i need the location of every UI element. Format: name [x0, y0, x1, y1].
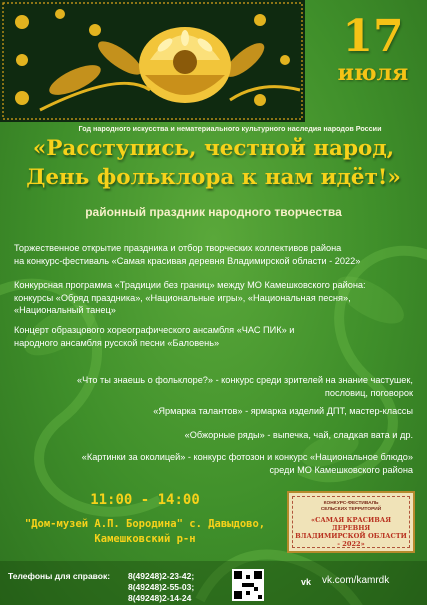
- program-item-opening: [14, 242, 394, 267]
- extra-text: пословиц, поговорок: [324, 387, 413, 398]
- phone-list: [128, 571, 194, 604]
- extra-text: «Обжорные ряды» - выпечка, чай, сладкая вата и др.: [184, 430, 413, 440]
- subtitle: районный праздник народного творчества: [85, 205, 342, 219]
- phone-number: 8(49248)2-23-42;: [128, 571, 195, 581]
- headline-line-2: День фольклора к нам идёт!»: [26, 165, 401, 190]
- vk-link[interactable]: vk.com/kamrdk: [322, 575, 390, 586]
- phone-number: 8(49248)2-55-03;: [128, 582, 195, 592]
- headline-line-1: «Расступись, честной народ,: [32, 136, 395, 161]
- fest-logo-small-2: СЕЛЬСКИХ ТЕРРИТОРИЙ: [320, 507, 382, 512]
- extra-item-folklore-quiz: [53, 374, 413, 399]
- phone-number: 8(49248)2-14-24: [128, 593, 192, 603]
- headline: [0, 134, 427, 192]
- venue-line-2: Камешковский р-н: [94, 533, 196, 545]
- extra-item-food: [53, 429, 413, 442]
- phones-label: Телефоны для справок:: [8, 571, 111, 581]
- extra-text: среди МО Камешковского района: [269, 464, 413, 475]
- venue-line-1: "Дом-музей А.П. Бородина" с. Давыдово,: [24, 518, 266, 530]
- event-time: 11:00 - 14:00: [90, 492, 200, 508]
- program-text: Концерт образцового хореографического ансамбля «ЧАС ПИК» и: [14, 325, 295, 335]
- program-text: на конкурс-фестиваль «Самая красивая деревня Владимирской области - 2022»: [14, 255, 361, 266]
- program-item-contest: [14, 279, 394, 317]
- festival-logo: [287, 491, 415, 553]
- event-venue: [10, 517, 280, 547]
- extra-text: «Ярмарка талантов» - ярмарка изделий ДПТ, мастер-классы: [153, 406, 413, 416]
- footer: [0, 561, 427, 605]
- program-text: Конкурсная программа «Традиции без границ» между МО Камешковского района:: [14, 280, 366, 290]
- date-month: июля: [337, 60, 409, 86]
- fest-logo-small-1: КОНКУРС-ФЕСТИВАЛЬ: [323, 501, 379, 506]
- fest-logo-big-2: ВЛАДИМИРСКОЙ ОБЛАСТИ - 2022»: [295, 532, 407, 548]
- extra-text: «Картинки за околицей» - конкурс фотозон и конкурс «Национальное блюдо»: [81, 452, 413, 462]
- event-date: [328, 11, 418, 86]
- program-text: народного ансамбля русской песни «Баловень»: [14, 337, 220, 348]
- year-line: Год народного искусства и нематериального культурного наследия народов России: [78, 124, 382, 133]
- khokhloma-ornament: [0, 0, 305, 122]
- qr-code-graphic: [234, 571, 262, 599]
- date-day: 17: [342, 11, 404, 62]
- vk-icon: vk: [301, 577, 312, 587]
- fest-logo-big-1: «САМАЯ КРАСИВАЯ ДЕРЕВНЯ: [310, 516, 392, 532]
- qr-code[interactable]: [232, 569, 264, 601]
- program-text: конкурсы «Обряд праздника», «Национальные игры», «Национальная песня»,: [14, 292, 351, 303]
- program-text: Торжественное открытие праздника и отбор творческих коллективов района: [14, 243, 342, 253]
- extra-text: «Что ты знаешь о фольклоре?» - конкурс среди зрителей на знание частушек,: [77, 375, 413, 385]
- extra-item-fair: [53, 405, 413, 418]
- program-text: «Национальный танец»: [14, 305, 116, 315]
- extra-item-photozones: [53, 451, 413, 476]
- program-item-concert: [14, 324, 394, 349]
